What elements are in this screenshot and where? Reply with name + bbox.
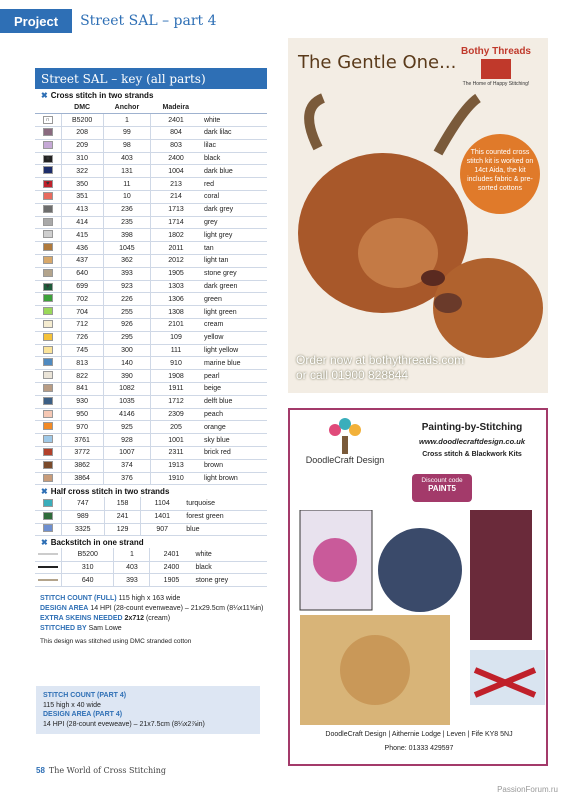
thread-swatch bbox=[38, 579, 58, 581]
discount-code: Discount code PAINT5 bbox=[412, 474, 472, 502]
madeira-code: 1306 bbox=[151, 293, 201, 306]
tree-logo-icon bbox=[300, 416, 390, 456]
thread-swatch bbox=[43, 448, 53, 456]
madeira-code: 1905 bbox=[150, 574, 193, 587]
dmc-code: 310 bbox=[62, 561, 114, 574]
table-row bbox=[35, 127, 267, 140]
table-row bbox=[35, 203, 267, 216]
anchor-code: 295 bbox=[103, 331, 150, 344]
colour-name: dark lilac bbox=[201, 127, 267, 140]
key-title: Street SAL – key (all parts) bbox=[35, 68, 267, 89]
thread-swatch: ■ bbox=[43, 155, 53, 163]
colour-name: dark grey bbox=[201, 203, 267, 216]
madeira-code: 1713 bbox=[151, 203, 201, 216]
dmc-code: 813 bbox=[61, 357, 103, 370]
ad-title: The Gentle One... bbox=[298, 52, 457, 73]
thread-swatch bbox=[43, 384, 53, 392]
anchor-code: 99 bbox=[103, 127, 150, 140]
part4-box: STITCH COUNT (PART 4) 115 high x 40 wide DESIGN AREA (PART 4) 14 HPI (28-count eveweave) – 21x7.5cm (8¼x2⅞in) bbox=[36, 686, 260, 734]
colour-name: stone grey bbox=[201, 267, 267, 280]
thread-swatch bbox=[43, 128, 53, 136]
dmc-code: 350 bbox=[61, 178, 103, 191]
thread-swatch bbox=[43, 474, 53, 482]
colour-name: peach bbox=[201, 408, 267, 421]
page-number: 58 bbox=[36, 766, 45, 775]
thread-swatch bbox=[43, 333, 53, 341]
thread-swatch bbox=[43, 141, 53, 149]
doodlecraft-ad[interactable] bbox=[288, 408, 548, 766]
colour-name: tan bbox=[201, 242, 267, 255]
madeira-code: 1308 bbox=[151, 306, 201, 319]
colour-name: brown bbox=[201, 459, 267, 472]
cross-icon: ✖ bbox=[41, 487, 48, 497]
colour-name: lilac bbox=[201, 139, 267, 152]
dmc-code: 415 bbox=[61, 229, 103, 242]
dmc-code: 414 bbox=[61, 216, 103, 229]
cross-section-heading: ✖ Cross stitch in two strands bbox=[41, 91, 154, 100]
cross-icon: ✖ bbox=[41, 538, 48, 548]
kit-photos bbox=[290, 510, 546, 750]
table-row bbox=[35, 370, 267, 383]
col-dmc: DMC bbox=[61, 101, 103, 114]
dmc-code: 3772 bbox=[61, 447, 103, 460]
table-row bbox=[35, 216, 267, 229]
colour-name: stone grey bbox=[192, 574, 267, 587]
madeira-code: 1714 bbox=[151, 216, 201, 229]
dmc-code: 209 bbox=[61, 139, 103, 152]
colour-name: dark blue bbox=[201, 165, 267, 178]
dmc-code: 989 bbox=[61, 510, 105, 523]
anchor-code: 398 bbox=[103, 229, 150, 242]
table-row bbox=[35, 395, 267, 408]
thread-swatch: ▼ bbox=[43, 283, 53, 291]
back-section-heading: ✖ Backstitch in one strand bbox=[41, 538, 144, 548]
table-row bbox=[35, 561, 267, 574]
thread-swatch bbox=[43, 461, 53, 469]
dmc-code: 712 bbox=[61, 319, 103, 332]
madeira-code: 2011 bbox=[151, 242, 201, 255]
table-row bbox=[35, 574, 267, 587]
madeira-code: 111 bbox=[151, 344, 201, 357]
colour-name: light tan bbox=[201, 255, 267, 268]
table-row bbox=[35, 383, 267, 396]
page-header bbox=[0, 8, 217, 34]
thread-swatch bbox=[43, 512, 53, 520]
table-row bbox=[35, 548, 267, 561]
madeira-code: 214 bbox=[151, 191, 201, 204]
dmc-code: 3862 bbox=[61, 459, 103, 472]
anchor-code: 403 bbox=[103, 152, 150, 165]
bothy-logo: Bothy Threads The Home of Happy Stitching! bbox=[460, 46, 531, 87]
anchor-code: 923 bbox=[103, 280, 150, 293]
dmc-code: 747 bbox=[61, 497, 105, 510]
thread-swatch bbox=[43, 307, 53, 315]
anchor-code: 928 bbox=[103, 434, 150, 447]
colour-name: sky blue bbox=[201, 434, 267, 447]
thread-swatch bbox=[43, 358, 53, 366]
ad-address: DoodleCraft Design | Aithernie Lodge | Leven | Fife KY8 5NJ bbox=[325, 731, 513, 738]
thread-swatch bbox=[43, 256, 53, 264]
colour-name: forest green bbox=[183, 510, 267, 523]
highland-cow-image bbox=[288, 38, 548, 393]
thread-swatch bbox=[43, 294, 53, 302]
order-info: Order now at bothythreads.com or call 01900 828844 bbox=[296, 353, 465, 382]
colour-name: cream bbox=[201, 319, 267, 332]
colour-name: pearl bbox=[201, 370, 267, 383]
table-row bbox=[35, 421, 267, 434]
page-title: Street SAL – part 4 bbox=[80, 13, 217, 29]
cross-table bbox=[35, 101, 267, 485]
madeira-code: 804 bbox=[151, 127, 201, 140]
section-tag: Project bbox=[0, 9, 72, 33]
magazine-name: The World of Cross Stitching bbox=[48, 766, 166, 775]
madeira-code: 910 bbox=[151, 357, 201, 370]
madeira-code: 1911 bbox=[151, 383, 201, 396]
dmc-code: 208 bbox=[61, 127, 103, 140]
madeira-code: 2400 bbox=[150, 561, 193, 574]
thread-swatch bbox=[43, 243, 53, 251]
dmc-code: 351 bbox=[61, 191, 103, 204]
madeira-code: 1401 bbox=[141, 510, 184, 523]
thread-swatch bbox=[43, 371, 53, 379]
thread-swatch bbox=[43, 230, 53, 238]
anchor-code: 255 bbox=[103, 306, 150, 319]
table-row bbox=[35, 255, 267, 268]
madeira-code: 1001 bbox=[151, 434, 201, 447]
thread-swatch: ♥ bbox=[43, 180, 53, 188]
colour-name: brick red bbox=[201, 447, 267, 460]
madeira-code: 213 bbox=[151, 178, 201, 191]
anchor-code: 4146 bbox=[103, 408, 150, 421]
madeira-code: 803 bbox=[151, 139, 201, 152]
stitch-stats: STITCH COUNT (FULL) 115 high x 163 wide DESIGN AREA 14 HPI (28-count evenweave) – 21x29.5cm (8¼x11⅝in) EXTRA SKEINS NEEDED 2x712 (cream) STITCHED BY Sam Lowe This design was stitched using DMC stranded cotton bbox=[40, 594, 270, 647]
table-row bbox=[35, 408, 267, 421]
thread-swatch bbox=[43, 192, 53, 200]
table-row bbox=[35, 114, 267, 127]
ad-website[interactable]: www.doodlecraftdesign.co.uk bbox=[419, 437, 525, 446]
madeira-code: 1712 bbox=[151, 395, 201, 408]
back-table bbox=[35, 548, 267, 587]
table-row bbox=[35, 459, 267, 472]
anchor-code: 129 bbox=[105, 523, 141, 536]
anchor-code: 235 bbox=[103, 216, 150, 229]
anchor-code: 131 bbox=[103, 165, 150, 178]
madeira-code: 907 bbox=[141, 523, 184, 536]
thread-swatch bbox=[43, 320, 53, 328]
table-row bbox=[35, 293, 267, 306]
anchor-code: 393 bbox=[114, 574, 150, 587]
anchor-code: 1035 bbox=[103, 395, 150, 408]
anchor-code: 926 bbox=[103, 319, 150, 332]
thread-swatch bbox=[43, 218, 53, 226]
colour-name: light brown bbox=[201, 472, 267, 485]
table-row bbox=[35, 434, 267, 447]
anchor-code: 393 bbox=[103, 267, 150, 280]
colour-name: marine blue bbox=[201, 357, 267, 370]
thread-swatch: ∩ bbox=[43, 116, 53, 124]
cross-icon: ✖ bbox=[41, 91, 48, 100]
anchor-code: 1 bbox=[114, 548, 150, 561]
colour-name: white bbox=[192, 548, 267, 561]
anchor-code: 925 bbox=[103, 421, 150, 434]
anchor-code: 1 bbox=[103, 114, 150, 127]
dmc-code: 930 bbox=[61, 395, 103, 408]
thread-swatch bbox=[43, 205, 53, 213]
ad-heading: Painting-by-Stitching bbox=[421, 422, 523, 433]
half-table bbox=[35, 497, 267, 536]
thread-swatch bbox=[43, 346, 53, 354]
table-row bbox=[35, 306, 267, 319]
anchor-code: 300 bbox=[103, 344, 150, 357]
madeira-code: 205 bbox=[151, 421, 201, 434]
colour-name: red bbox=[201, 178, 267, 191]
colour-name: yellow bbox=[201, 331, 267, 344]
dmc-code: 436 bbox=[61, 242, 103, 255]
colour-name: light yellow bbox=[201, 344, 267, 357]
dmc-code: 413 bbox=[61, 203, 103, 216]
dmc-code: 3325 bbox=[61, 523, 105, 536]
thread-swatch bbox=[43, 397, 53, 405]
colour-name: coral bbox=[201, 191, 267, 204]
dmc-code: 726 bbox=[61, 331, 103, 344]
table-row bbox=[35, 319, 267, 332]
colour-name: blue bbox=[183, 523, 267, 536]
anchor-code: 1007 bbox=[103, 447, 150, 460]
dmc-code: 3761 bbox=[61, 434, 103, 447]
kit-badge: This counted cross stitch kit is worked on 14ct Aida, the kit includes fabric & pre-sorted cottons bbox=[460, 134, 540, 214]
anchor-code: 11 bbox=[103, 178, 150, 191]
ad-phone: Phone: 01333 429597 bbox=[384, 745, 454, 752]
table-row bbox=[35, 472, 267, 485]
thread-swatch bbox=[43, 422, 53, 430]
dmc-code: B5200 bbox=[62, 548, 114, 561]
dmc-code: 699 bbox=[61, 280, 103, 293]
madeira-code: 1104 bbox=[141, 497, 184, 510]
table-row bbox=[35, 447, 267, 460]
madeira-code: 2400 bbox=[151, 152, 201, 165]
watermark: PassionForum.ru bbox=[497, 785, 558, 794]
madeira-code: 109 bbox=[151, 331, 201, 344]
anchor-code: 374 bbox=[103, 459, 150, 472]
madeira-code: 1303 bbox=[151, 280, 201, 293]
madeira-code: 2401 bbox=[151, 114, 201, 127]
madeira-code: 1910 bbox=[151, 472, 201, 485]
colour-name: dark green bbox=[201, 280, 267, 293]
dmc-code: 437 bbox=[61, 255, 103, 268]
table-row bbox=[35, 152, 267, 165]
dmc-code: 3864 bbox=[61, 472, 103, 485]
madeira-code: 1004 bbox=[151, 165, 201, 178]
table-row bbox=[35, 242, 267, 255]
dmc-code: 704 bbox=[61, 306, 103, 319]
thread-swatch bbox=[43, 435, 53, 443]
anchor-code: 236 bbox=[103, 203, 150, 216]
madeira-code: 1908 bbox=[151, 370, 201, 383]
table-row bbox=[35, 178, 267, 191]
ad-kits: Cross stitch & Blackwork Kits bbox=[422, 451, 522, 458]
table-row bbox=[35, 280, 267, 293]
dmc-code: 310 bbox=[61, 152, 103, 165]
thread-key bbox=[35, 68, 267, 587]
thread-note: This design was stitched using DMC stranded cotton bbox=[40, 638, 192, 645]
dmc-code: 702 bbox=[61, 293, 103, 306]
anchor-code: 158 bbox=[105, 497, 141, 510]
dmc-code: 822 bbox=[61, 370, 103, 383]
colour-name: turquoise bbox=[183, 497, 267, 510]
colour-name: black bbox=[192, 561, 267, 574]
dmc-code: 970 bbox=[61, 421, 103, 434]
table-row bbox=[35, 267, 267, 280]
dmc-code: 640 bbox=[61, 267, 103, 280]
table-row bbox=[35, 165, 267, 178]
col-madeira: Madeira bbox=[151, 101, 201, 114]
colour-name: black bbox=[201, 152, 267, 165]
dmc-code: 841 bbox=[61, 383, 103, 396]
table-row bbox=[35, 139, 267, 152]
col-anchor: Anchor bbox=[103, 101, 150, 114]
table-row bbox=[35, 344, 267, 357]
table-row bbox=[35, 510, 267, 523]
colour-name: delft blue bbox=[201, 395, 267, 408]
colour-name: orange bbox=[201, 421, 267, 434]
anchor-code: 376 bbox=[103, 472, 150, 485]
thread-swatch bbox=[43, 410, 53, 418]
dmc-code: 322 bbox=[61, 165, 103, 178]
table-row bbox=[35, 497, 267, 510]
anchor-code: 1045 bbox=[103, 242, 150, 255]
thread-swatch bbox=[38, 566, 58, 568]
table-row bbox=[35, 331, 267, 344]
madeira-code: 1913 bbox=[151, 459, 201, 472]
madeira-code: 2311 bbox=[151, 447, 201, 460]
colour-name: green bbox=[201, 293, 267, 306]
madeira-code: 1802 bbox=[151, 229, 201, 242]
anchor-code: 10 bbox=[103, 191, 150, 204]
colour-name: white bbox=[201, 114, 267, 127]
dmc-code: 745 bbox=[61, 344, 103, 357]
madeira-code: 2101 bbox=[151, 319, 201, 332]
dmc-code: 640 bbox=[62, 574, 114, 587]
bothy-threads-ad[interactable] bbox=[288, 38, 548, 393]
page-footer bbox=[36, 766, 166, 775]
anchor-code: 362 bbox=[103, 255, 150, 268]
anchor-code: 98 bbox=[103, 139, 150, 152]
colour-name: light green bbox=[201, 306, 267, 319]
anchor-code: 403 bbox=[114, 561, 150, 574]
colour-name: grey bbox=[201, 216, 267, 229]
anchor-code: 226 bbox=[103, 293, 150, 306]
madeira-code: 2012 bbox=[151, 255, 201, 268]
half-section-heading: ✖ Half cross stitch in two strands bbox=[41, 487, 170, 497]
doodlecraft-brand: DoodleCraft Design bbox=[305, 455, 385, 465]
anchor-code: 241 bbox=[105, 510, 141, 523]
dmc-code: B5200 bbox=[61, 114, 103, 127]
table-row bbox=[35, 229, 267, 242]
table-row bbox=[35, 357, 267, 370]
table-row bbox=[35, 523, 267, 536]
thread-swatch bbox=[43, 166, 53, 174]
thread-swatch bbox=[43, 499, 53, 507]
table-row bbox=[35, 191, 267, 204]
madeira-code: 2401 bbox=[150, 548, 193, 561]
thread-swatch bbox=[38, 553, 58, 555]
thread-swatch bbox=[43, 524, 53, 532]
colour-name: light grey bbox=[201, 229, 267, 242]
colour-name: beige bbox=[201, 383, 267, 396]
anchor-code: 1082 bbox=[103, 383, 150, 396]
madeira-code: 1905 bbox=[151, 267, 201, 280]
dmc-code: 950 bbox=[61, 408, 103, 421]
madeira-code: 2309 bbox=[151, 408, 201, 421]
anchor-code: 140 bbox=[103, 357, 150, 370]
house-icon bbox=[481, 59, 511, 79]
anchor-code: 390 bbox=[103, 370, 150, 383]
thread-swatch bbox=[43, 269, 53, 277]
